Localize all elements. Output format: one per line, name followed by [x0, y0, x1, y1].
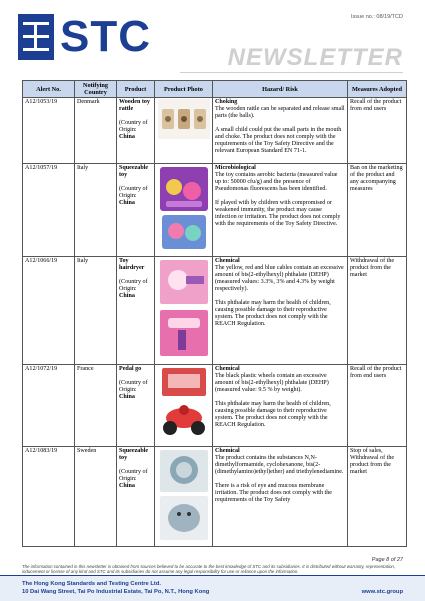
- origin-country: China: [119, 394, 135, 400]
- table-row: [23, 365, 407, 447]
- origin-country: China: [119, 200, 135, 206]
- company-address: 10 Dai Wang Street, Tai Po Industrial Estate, Tai Po, N.T., Hong Kong: [22, 589, 210, 595]
- logo-text: STC: [60, 12, 151, 61]
- hazard-risk: A small child could put the small parts in the mouth and choke. The product does not comply with the requirements of the Toy Safety Directive and the relevant European Standard EN 71-1.: [215, 127, 342, 154]
- measures-adopted: Recall of the product from end users: [348, 365, 407, 447]
- stc-logo: [18, 14, 178, 60]
- hazard-risk: If played with by children with compromised or weakened immunity, the product may cause infection or irritation. The product does not comply with the requirements of the Toy Safety Directive.: [215, 200, 341, 227]
- stc-logo-mark: [18, 14, 54, 60]
- hazard-description: The product contains the substances N,N-dimethylformamide, cyclohexanone, bis(2-(dimethylamino)ethyl)ether) and triethylenediamine.: [215, 455, 344, 475]
- wooden-rattle-photo: [158, 99, 210, 139]
- hazard-risk: There is a risk of eye and mucous membrane irritation. The product does not comply with the requirements of the Toy Safety: [215, 483, 333, 503]
- hazard-description: The wooden rattle can be separated and release small parts (the balls).: [215, 106, 345, 119]
- notifying-country: Denmark: [75, 98, 117, 164]
- hazard-type: Microbiological: [215, 165, 256, 171]
- product-cell: [117, 164, 155, 257]
- newsletter-title: NEWSLETTER: [227, 44, 403, 71]
- origin-label: (Country of Origin:: [119, 380, 148, 393]
- hazard-cell: [213, 98, 348, 164]
- website-link[interactable]: www.stc.group: [361, 589, 403, 595]
- disclaimer: The information contained in this newsletter is obtained from sources believed to be accurate to the best knowledge of STC and its subsidiaries. It is distributed without warranty, representation, inducement or license of any kind and STC and its subsidiaries do not assume any legal responsibility for use or reliance upon the information.: [22, 564, 396, 574]
- hazard-type: Choking: [215, 99, 238, 105]
- product-name: Pedal go: [119, 366, 142, 372]
- hazard-cell: [213, 365, 348, 447]
- origin-label: (Country of Origin:: [119, 120, 148, 133]
- product-cell: [117, 98, 155, 164]
- alert-number: A12/1072/19: [23, 365, 75, 447]
- product-photo-cell: [155, 365, 213, 447]
- origin-label: (Country of Origin:: [119, 186, 148, 199]
- pedal-go-photo: [158, 366, 210, 442]
- col-header-alert: Alert No.: [23, 81, 75, 98]
- product-name: Wooden toy rattle: [119, 99, 150, 112]
- alert-number: A12/1057/19: [23, 164, 75, 257]
- notifying-country: Sweden: [75, 447, 117, 547]
- hazard-description: The yellow, red and blue cables contain an excessive amount of bis(2-ethylhexyl) phthalate (DEHP) (measured values: 3.3%, 3% and 4.3% by weight respectively).: [215, 265, 344, 292]
- measures-adopted: Withdrawal of the product from the market: [348, 257, 407, 365]
- col-header-country: Notifying Country: [75, 81, 117, 98]
- page-number: Page 8 of 27: [371, 557, 403, 563]
- product-cell: [117, 257, 155, 365]
- hazard-cell: [213, 164, 348, 257]
- measures-adopted: Ban on the marketing of the product and any accompanying measures: [348, 164, 407, 257]
- alert-number: A12/1053/19: [23, 98, 75, 164]
- hazard-cell: [213, 257, 348, 365]
- notifying-country: Italy: [75, 164, 117, 257]
- product-photo-cell: [155, 257, 213, 365]
- table-row: [23, 447, 407, 547]
- origin-country: China: [119, 134, 135, 140]
- hazard-description: The black plastic wheels contain an excessive amount of bis(2-ethylhexyl) phthalate (DEHP) (measured value: 9.5 % by weight).: [215, 373, 329, 393]
- squeezable-toy-photo: [158, 448, 210, 542]
- measures-adopted: Recall of the product from end users: [348, 98, 407, 164]
- table-row: [23, 257, 407, 365]
- hazard-type: Chemical: [215, 258, 240, 264]
- hazard-risk: This phthalate may harm the health of children, causing possible damage to their reproductive system. The product does not comply with the REACH Regulation.: [215, 401, 331, 428]
- origin-label: (Country of Origin:: [119, 469, 148, 482]
- alert-number: A12/1066/19: [23, 257, 75, 365]
- hazard-type: Chemical: [215, 448, 240, 454]
- alerts-table: [22, 80, 407, 547]
- issue-number: Issue no.: 08/19/TCD: [351, 14, 403, 20]
- table-header-row: [23, 81, 407, 98]
- squeezable-toy-photo: [158, 165, 210, 251]
- hazard-cell: [213, 447, 348, 547]
- hazard-risk: This phthalate may harm the health of children, causing possible damage to their reproductive system. The product does not comply with the REACH Regulation.: [215, 300, 331, 327]
- product-name: Squeezable toy: [119, 165, 149, 178]
- col-header-hazard: Hazard/ Risk: [213, 81, 348, 98]
- page-footer: [0, 575, 425, 601]
- origin-label: (Country of Origin:: [119, 279, 148, 292]
- table-row: [23, 98, 407, 164]
- product-photo-cell: [155, 98, 213, 164]
- product-cell: [117, 447, 155, 547]
- alert-number: A12/1083/19: [23, 447, 75, 547]
- company-name: The Hong Kong Standards and Testing Centre Ltd.: [22, 581, 162, 587]
- table-row: [23, 164, 407, 257]
- product-name: Squeezable toy: [119, 448, 149, 461]
- origin-country: China: [119, 293, 135, 299]
- col-header-photo: Product Photo: [155, 81, 213, 98]
- toy-hairdryer-photo: [158, 258, 210, 358]
- measures-adopted: Stop of sales, Withdrawal of the product from the market: [348, 447, 407, 547]
- origin-country: China: [119, 483, 135, 489]
- notifying-country: Italy: [75, 257, 117, 365]
- product-photo-cell: [155, 164, 213, 257]
- product-photo-cell: [155, 447, 213, 547]
- notifying-country: France: [75, 365, 117, 447]
- hazard-description: The toy contains aerobic bacteria (measured value up to: 50000 cfu/g) and the presence of Pseudomonas fluorescens has been identified.: [215, 172, 338, 192]
- product-cell: [117, 365, 155, 447]
- col-header-measures: Measures Adopted: [348, 81, 407, 98]
- product-name: Toy hairdryer: [119, 258, 145, 271]
- col-header-product: Product: [117, 81, 155, 98]
- hazard-type: Chemical: [215, 366, 240, 372]
- header-divider: [180, 72, 403, 73]
- page-header: [0, 0, 425, 80]
